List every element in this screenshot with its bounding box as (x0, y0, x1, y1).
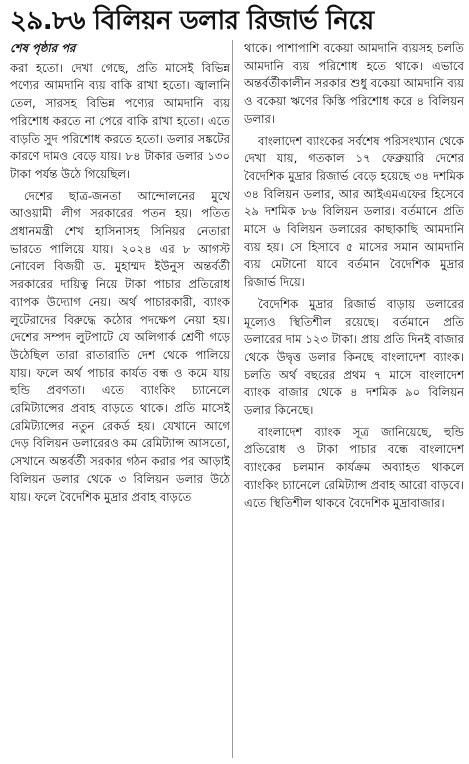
column-divider (232, 40, 233, 758)
left-column (10, 40, 230, 760)
article-paragraph: দেশের ছাত্র-জনতা আন্দোলনের মুখে আওয়ামী লীগ সরকারের পতন হয়। পতিত প্রধানমন্ত্রী শেখ হাসিনাসহ সিনিয়র নেতারা ভারতে পালিয়ে যায়। ২০২৪ এর ৮ আগস্ট নোবেল বিজয়ী ড. মুহাম্মদ ইউনুস অন্তর্বর্তী সরকারের দায়িত্ব নিয়ে টাকা পাচার প্রতিরোধ ব্যাপক উদ্যোগ নেয়। অর্থ পাচারকারী, ব্যাংক লুটেরাদের বিরুদ্ধে কঠোর পদক্ষেপ নেয়া হয়। দেশের সম্পদ লুটপাটে যে অলিগার্ক শ্রেণী গড়ে উঠেছিল তারা রাতারাতি দেশ থেকে পালিয়ে যায়। ফলে অর্থ পাচার কার্যত বন্ধ ও কমে যায় হুন্ডি প্রবণতা। এতে ব্যাংকিং চ্যানেলে রেমিট্যান্সের প্রবাহ বাড়তে থাকে। প্রতি মাসেই রেমিট্যান্সের নতুন রেকর্ড হয়। যেখানে আগে দেড় বিলিয়ন ডলারেরও কম রেমিট্যান্স আসতো, সেখানে অন্তর্বর্তী সরকার গঠন করার পর আড়াই বিলিয়ন ডলার থেকে ৩ বিলিয়ন ডলার উঠে যায়। ফলে বৈদেশিক মুদ্রার প্রবাহ বাড়তে (10, 188, 230, 504)
article-paragraph: বাংলাদেশ ব্যাংকের সর্বশেষ পরিসংখ্যান থেকে দেখা যায়, গতকাল ১৭ ফেব্রুয়ারি দেশের বৈদেশিক মুদ্রার রিজার্ভ বেড়ে হয়েছে ৩৪ দশমিক ৩৪ বিলিয়ন ডলার, আর আইএমএফের হিসেবে ২৯ দশমিক ৮৬ বিলিয়ন ডলার। বর্তমানে প্রতি মাসে ৬ বিলিয়ন ডলারের কাছাকাছি আমদানি ব্যয় হয়। সে হিসাবে ৫ মাসের সমান আমদানি ব্যয় মেটানো যাবে বর্তমান বৈদেশিক মুদ্রার রিজার্ভ দিয়ে। (244, 133, 464, 290)
article-paragraph: বৈদেশিক মুদ্রার রিজার্ভ বাড়ায় ডলারের মূল্যেও স্থিতিশীল রয়েছে। বর্তমানে প্রতি ডলারের দাম ১২৩ টাকা। প্রায় প্রতি দিনই বাজার থেকে উদ্বৃত্ত ডলার কিনছে বাংলাদেশ ব্যাংক। চলতি অর্থ বছরের প্রথম ৭ মাসে বাংলাদেশ ব্যাংক বাজার থেকে ৪ দশমিক ৯০ বিলিয়ন ডলার কিনেছে। (244, 296, 464, 418)
article-paragraph: থাকে। পাশাপাশি বকেয়া আমদানি ব্যয়সহ চলতি আমদানি ব্যয় পরিশোধ হতে থাকে। এভাবে অন্তর্বর্তীকালীন সরকার শুধু বকেয়া আমদানি ব্যয় ও বকেয়া ঋণের কিস্তি পরিশোধ করে ৪ বিলিয়ন ডলার। (244, 41, 464, 126)
continued-from-label: শেষ পৃষ্ঠার পর (10, 41, 76, 55)
article-paragraph: বাংলাদেশ ব্যাংক সূত্র জানিয়েছে, হুন্ডি প্রতিরোধ ও টাকা পাচার বন্ধে বাংলাদেশ ব্যাংকের চলমান কার্যক্রম অব্যাহত থাকলে ব্যাংকিং চ্যানেলে রেমিট্যান্স প্রবাহ আরো বাড়বে। এতে স্থিতিশীল থাকবে বৈদেশিক মুদ্রাবাজার। (244, 424, 464, 510)
headline: ২৯.৮৬ বিলিয়ন ডলার রিজার্ভ নিয়ে (10, 6, 374, 36)
article-paragraph: করা হতো। দেখা গেছে, প্রতি মাসেই বিভিন্ন পণ্যের আমদানি ব্যয় বাকি রাখা হতো। জ্বালানি তেল, সারসহ বিভিন্ন পণ্যের আমদানি ব্যয় পরিশোধ করতে না পেরে বাকি রাখা হতো। এতে বাড়তি সুদ পরিশোধ করতে হতো। ডলার সঙ্কটের কারণে দামও বেড়ে যায়। ৮৪ টাকার ডলার ১৩০ টাকা পর্যন্ত উঠে গিয়েছিল। (10, 60, 230, 181)
right-column (244, 40, 464, 760)
